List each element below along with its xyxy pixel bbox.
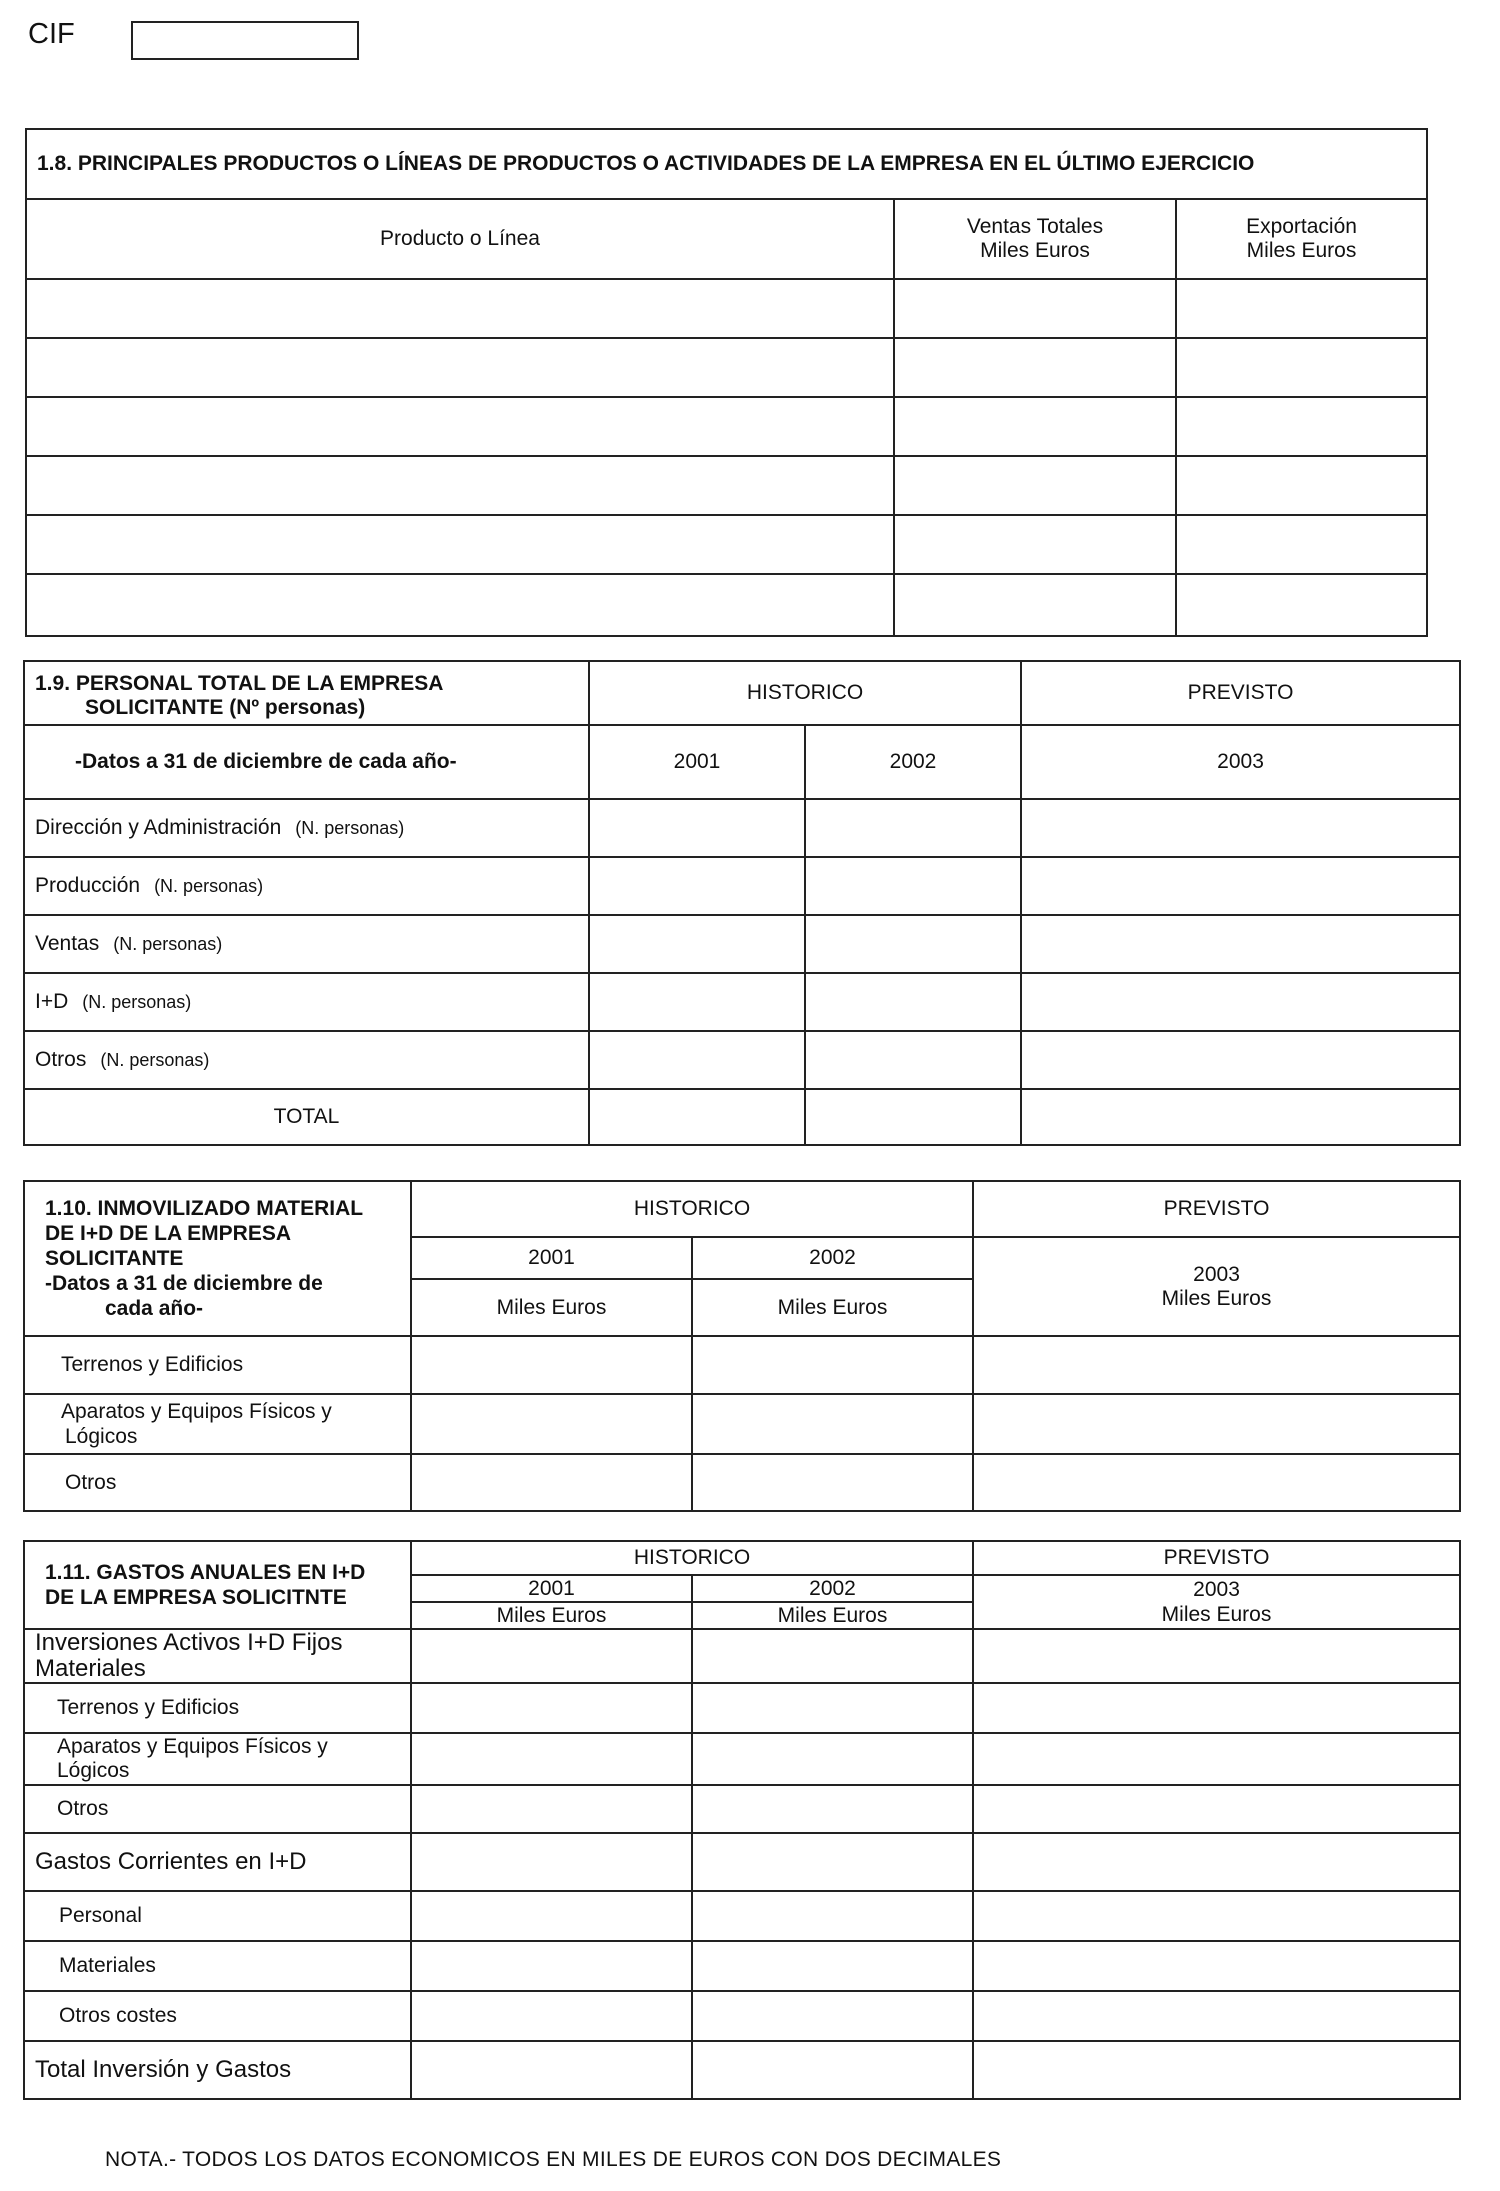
value-cell[interactable] — [589, 973, 805, 1031]
total-cell[interactable] — [805, 1089, 1021, 1145]
unit-label: (N. personas) — [82, 992, 192, 1012]
value-cell[interactable] — [973, 1785, 1460, 1833]
table-row — [24, 1031, 1460, 1089]
footer-note: NOTA.- TODOS LOS DATOS ECONOMICOS EN MILES DE EUROS CON DOS DECIMALES — [105, 2148, 1002, 2171]
export-cell[interactable] — [1176, 456, 1427, 515]
col-sales-line2: Miles Euros — [980, 239, 1090, 262]
section-1-10-title-line4: -Datos a 31 de diciembre de — [45, 1272, 323, 1295]
row-label-text: Otros — [35, 1048, 87, 1071]
table-row — [24, 1336, 1460, 1394]
value-cell[interactable] — [1021, 799, 1460, 857]
col-export-header — [1176, 199, 1427, 279]
value-cell[interactable] — [411, 1941, 692, 1991]
sales-cell[interactable] — [894, 338, 1176, 397]
value-cell[interactable] — [411, 1394, 692, 1454]
section-1-8-title: 1.8. PRINCIPALES PRODUCTOS O LÍNEAS DE PRODUCTOS O ACTIVIDADES DE LA EMPRESA EN EL ÚLTIMO EJERCICIO — [26, 129, 1427, 199]
cif-input[interactable] — [131, 21, 359, 60]
table-row — [26, 456, 1427, 515]
table-row — [24, 2041, 1460, 2099]
sales-cell[interactable] — [894, 456, 1176, 515]
col-sales-line1: Ventas Totales — [966, 215, 1104, 238]
value-cell[interactable] — [411, 1785, 692, 1833]
value-cell[interactable] — [805, 1031, 1021, 1089]
year-2003-header — [973, 1237, 1460, 1336]
table-row — [26, 397, 1427, 456]
year-2002-header: 2002 — [805, 725, 1021, 799]
section-1-9-title-line1: 1.9. PERSONAL TOTAL DE LA EMPRESA — [35, 672, 444, 695]
table-row — [24, 1941, 1460, 1991]
row-label-text: Producción — [35, 874, 141, 897]
table-row — [24, 1089, 1460, 1145]
export-cell[interactable] — [1176, 515, 1427, 574]
unit-label: (N. personas) — [154, 876, 264, 896]
year-2001-header: 2001 — [411, 1237, 692, 1279]
row-label-ventas — [24, 915, 589, 973]
section-1-11-title — [24, 1541, 411, 1629]
row-label-otros: Otros — [24, 1454, 411, 1511]
section-1-11-title-line1: 1.11. GASTOS ANUALES EN I+D — [45, 1561, 366, 1584]
row-label-inversiones — [24, 1629, 411, 1683]
row-label-text: Ventas — [35, 932, 100, 955]
value-cell[interactable] — [973, 1454, 1460, 1511]
value-cell[interactable] — [589, 799, 805, 857]
sales-cell[interactable] — [894, 574, 1176, 636]
sales-cell[interactable] — [894, 397, 1176, 456]
unit-label: (N. personas) — [295, 818, 405, 838]
value-cell[interactable] — [692, 1785, 973, 1833]
value-cell[interactable] — [973, 1833, 1460, 1891]
year-2001-header: 2001 — [411, 1575, 692, 1602]
total-cell[interactable] — [692, 2041, 973, 2099]
year-2001-header: 2001 — [589, 725, 805, 799]
export-cell[interactable] — [1176, 279, 1427, 338]
value-cell[interactable] — [692, 1833, 973, 1891]
section-1-10-title-line1: 1.10. INMOVILIZADO MATERIAL — [45, 1197, 364, 1220]
previsto-header: PREVISTO — [973, 1541, 1460, 1575]
year-2003-label: 2003 — [1193, 1578, 1240, 1601]
value-cell[interactable] — [411, 1991, 692, 2041]
table-row — [26, 338, 1427, 397]
year-2003-header — [973, 1575, 1460, 1629]
export-cell[interactable] — [1176, 397, 1427, 456]
unit-label: Miles Euros — [1161, 1286, 1272, 1310]
unit-2001-header: Miles Euros — [411, 1279, 692, 1336]
value-cell[interactable] — [805, 857, 1021, 915]
value-cell[interactable] — [692, 1941, 973, 1991]
value-cell[interactable] — [692, 1683, 973, 1733]
value-cell[interactable] — [973, 1991, 1460, 2041]
value-cell[interactable] — [973, 1336, 1460, 1394]
row-label-aparatos-line2: Lógicos — [57, 1759, 130, 1782]
value-cell[interactable] — [692, 1891, 973, 1941]
product-cell[interactable] — [26, 279, 894, 338]
section-1-10-title — [24, 1181, 411, 1336]
table-row — [24, 1785, 1460, 1833]
value-cell[interactable] — [973, 1629, 1460, 1683]
sales-cell[interactable] — [894, 515, 1176, 574]
value-cell[interactable] — [692, 1991, 973, 2041]
year-2003-header: 2003 — [1021, 725, 1460, 799]
unit-label: (N. personas) — [100, 1050, 210, 1070]
section-1-9-title — [24, 661, 589, 725]
col-export-line2: Miles Euros — [1246, 239, 1357, 262]
value-cell[interactable] — [411, 1833, 692, 1891]
value-cell[interactable] — [973, 1891, 1460, 1941]
section-1-11-title-line2: DE LA EMPRESA SOLICITNTE — [45, 1586, 347, 1609]
value-cell[interactable] — [411, 1629, 692, 1683]
row-label-aparatos-line2: Lógicos — [65, 1425, 138, 1448]
row-label-id — [24, 973, 589, 1031]
cif-label: CIF — [28, 18, 75, 50]
value-cell[interactable] — [1021, 857, 1460, 915]
row-label-produccion — [24, 857, 589, 915]
row-label-aparatos-line1: Aparatos y Equipos Físicos y — [61, 1400, 332, 1423]
unit-2002-header: Miles Euros — [692, 1602, 973, 1629]
table-row — [24, 1454, 1460, 1511]
export-cell[interactable] — [1176, 338, 1427, 397]
table-row — [24, 1891, 1460, 1941]
total-cell[interactable] — [1021, 1089, 1460, 1145]
unit-label: Miles Euros — [1161, 1603, 1272, 1626]
historico-header: HISTORICO — [411, 1541, 973, 1575]
unit-label: (N. personas) — [113, 934, 223, 954]
value-cell[interactable] — [973, 1941, 1460, 1991]
row-label-aparatos — [24, 1733, 411, 1785]
row-label-direccion — [24, 799, 589, 857]
unit-2002-header: Miles Euros — [692, 1279, 973, 1336]
product-cell[interactable] — [26, 456, 894, 515]
table-row — [26, 279, 1427, 338]
row-label-gastos-corrientes: Gastos Corrientes en I+D — [24, 1833, 411, 1891]
value-cell[interactable] — [411, 1733, 692, 1785]
value-cell[interactable] — [589, 857, 805, 915]
row-label-materiales: Materiales — [24, 1941, 411, 1991]
row-label-otros: Otros — [24, 1785, 411, 1833]
year-2003-label: 2003 — [1193, 1262, 1240, 1286]
value-cell[interactable] — [692, 1394, 973, 1454]
value-cell[interactable] — [805, 973, 1021, 1031]
table-row — [24, 1629, 1460, 1683]
value-cell[interactable] — [692, 1629, 973, 1683]
section-1-9-subtitle: -Datos a 31 de diciembre de cada año- — [24, 725, 589, 799]
year-2002-header: 2002 — [692, 1575, 973, 1602]
products-table — [25, 128, 1428, 637]
value-cell[interactable] — [1021, 973, 1460, 1031]
table-row — [24, 915, 1460, 973]
value-cell[interactable] — [1021, 915, 1460, 973]
row-label-text: Dirección y Administración — [35, 816, 282, 839]
col-export-line1: Exportación — [1246, 215, 1357, 238]
sales-cell[interactable] — [894, 279, 1176, 338]
total-label: TOTAL — [24, 1089, 589, 1145]
row-label-total: Total Inversión y Gastos — [24, 2041, 411, 2099]
row-label-personal: Personal — [24, 1891, 411, 1941]
section-1-10-title-line5: cada año- — [105, 1297, 204, 1320]
section-1-10-title-line2: DE I+D DE LA EMPRESA — [45, 1222, 292, 1245]
product-cell[interactable] — [26, 338, 894, 397]
table-row — [26, 574, 1427, 636]
table-row — [26, 515, 1427, 574]
product-cell[interactable] — [26, 574, 894, 636]
export-cell[interactable] — [1176, 574, 1427, 636]
year-2002-header: 2002 — [692, 1237, 973, 1279]
previsto-header: PREVISTO — [1021, 661, 1460, 725]
value-cell[interactable] — [973, 1733, 1460, 1785]
value-cell[interactable] — [692, 1336, 973, 1394]
value-cell[interactable] — [692, 1733, 973, 1785]
product-cell[interactable] — [26, 515, 894, 574]
table-row — [24, 1394, 1460, 1454]
row-label-otros-costes: Otros costes — [24, 1991, 411, 2041]
value-cell[interactable] — [589, 1031, 805, 1089]
value-cell[interactable] — [973, 1683, 1460, 1733]
table-row — [24, 1991, 1460, 2041]
section-1-10-title-line3: SOLICITANTE — [45, 1247, 184, 1270]
value-cell[interactable] — [692, 1454, 973, 1511]
previsto-header: PREVISTO — [973, 1181, 1460, 1237]
row-label-inversiones-line2: Materiales — [35, 1655, 146, 1682]
value-cell[interactable] — [973, 1394, 1460, 1454]
value-cell[interactable] — [805, 799, 1021, 857]
row-label-otros — [24, 1031, 589, 1089]
value-cell[interactable] — [411, 1454, 692, 1511]
total-cell[interactable] — [411, 2041, 692, 2099]
table-row — [24, 1733, 1460, 1785]
table-row — [24, 973, 1460, 1031]
table-row — [24, 1683, 1460, 1733]
col-sales-header — [894, 199, 1176, 279]
row-label-terrenos: Terrenos y Edificios — [24, 1336, 411, 1394]
row-label-inversiones-line1: Inversiones Activos I+D Fijos — [35, 1629, 343, 1656]
value-cell[interactable] — [805, 915, 1021, 973]
section-1-9-title-line2: SOLICITANTE (Nº personas) — [85, 696, 366, 719]
row-label-aparatos — [24, 1394, 411, 1454]
rd-expenses-table — [23, 1540, 1461, 2100]
value-cell[interactable] — [1021, 1031, 1460, 1089]
product-cell[interactable] — [26, 397, 894, 456]
row-label-terrenos: Terrenos y Edificios — [24, 1683, 411, 1733]
value-cell[interactable] — [589, 915, 805, 973]
table-row — [24, 799, 1460, 857]
historico-header: HISTORICO — [411, 1181, 973, 1237]
personnel-table — [23, 660, 1461, 1146]
col-product-header: Producto o Línea — [26, 199, 894, 279]
row-label-text: I+D — [35, 990, 69, 1013]
unit-2001-header: Miles Euros — [411, 1602, 692, 1629]
table-row — [24, 857, 1460, 915]
table-row — [24, 1833, 1460, 1891]
row-label-aparatos-line1: Aparatos y Equipos Físicos y — [57, 1735, 328, 1758]
total-cell[interactable] — [589, 1089, 805, 1145]
value-cell[interactable] — [411, 1336, 692, 1394]
fixed-assets-table — [23, 1180, 1461, 1512]
value-cell[interactable] — [411, 1891, 692, 1941]
value-cell[interactable] — [411, 1683, 692, 1733]
historico-header: HISTORICO — [589, 661, 1021, 725]
total-cell[interactable] — [973, 2041, 1460, 2099]
